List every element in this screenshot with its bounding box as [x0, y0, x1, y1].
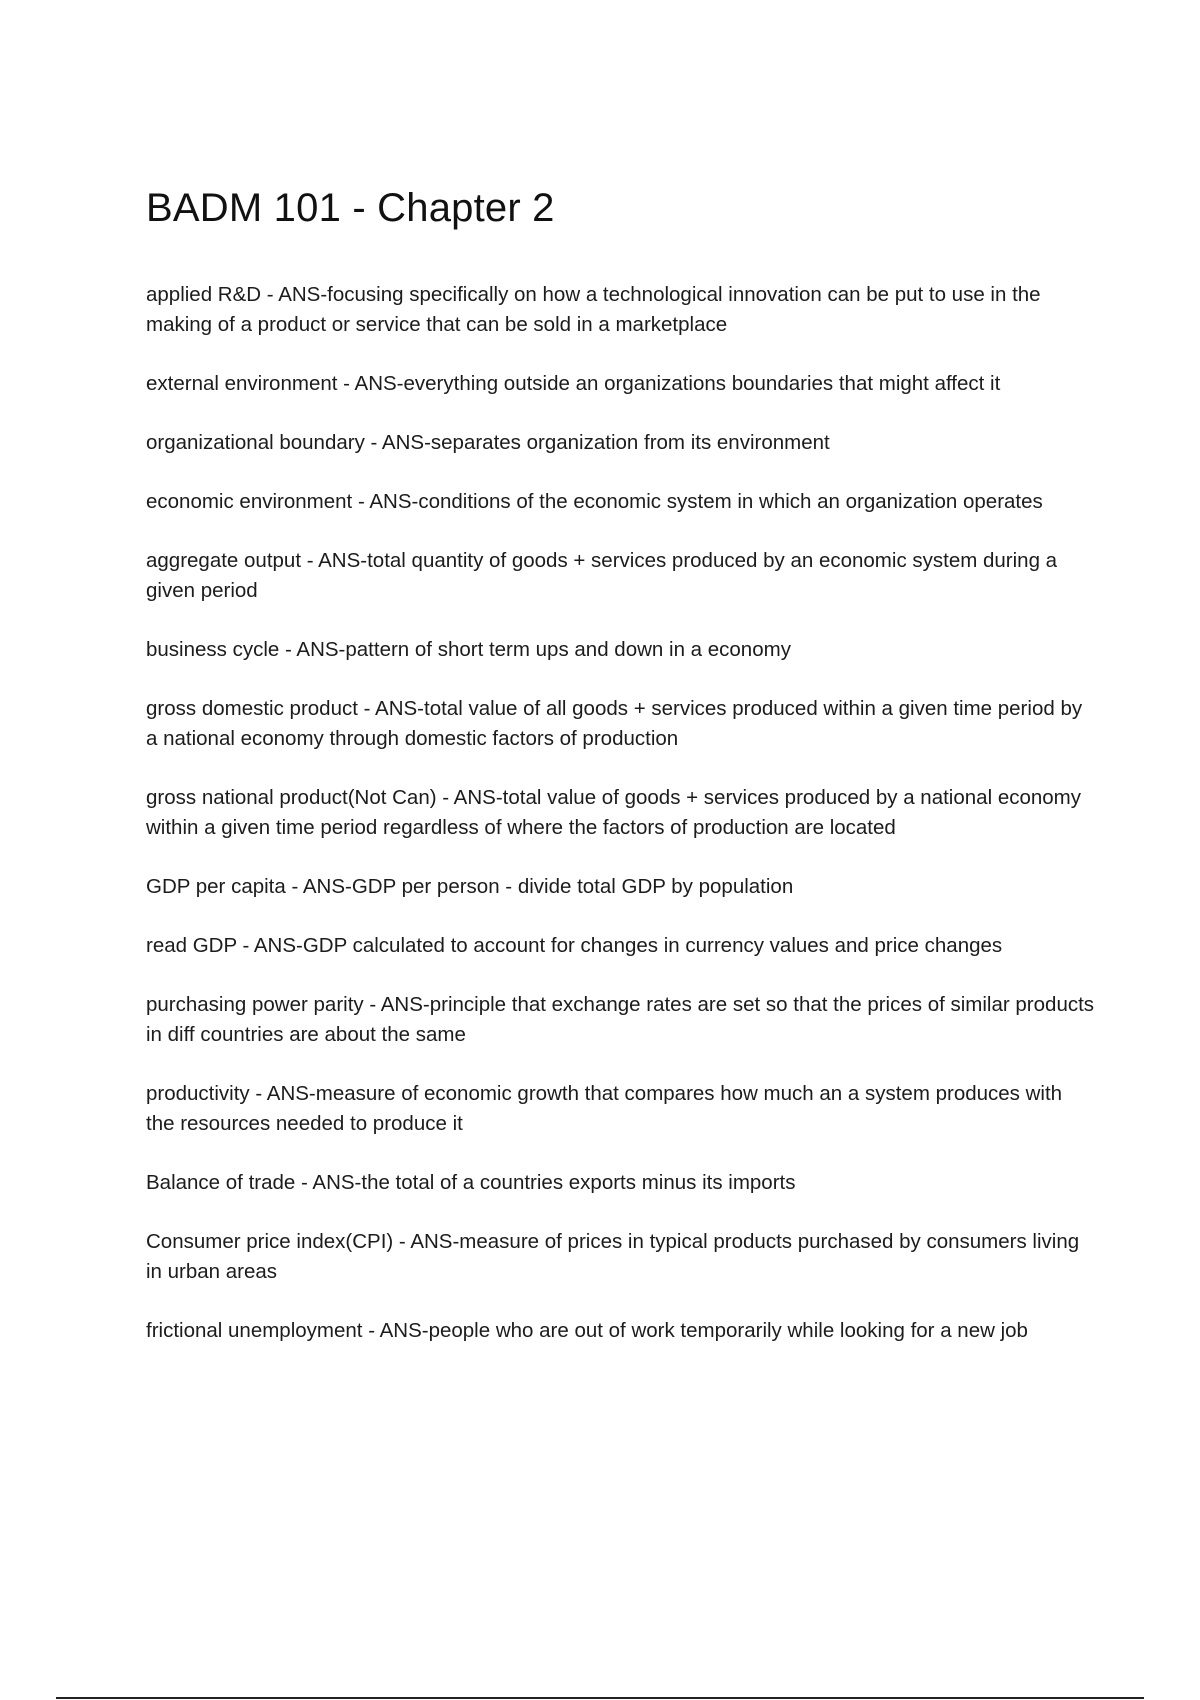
term-entry	[146, 487, 1096, 517]
term-name: external environment	[146, 372, 338, 395]
term-answer: ANS-GDP per person - divide total GDP by population	[302, 875, 794, 898]
page-title: BADM 101 - Chapter 2	[146, 186, 555, 230]
term-entry	[146, 694, 1096, 754]
term-name: read GDP	[146, 934, 237, 957]
term-name: aggregate output	[146, 549, 302, 572]
term-name: productivity	[146, 1082, 250, 1105]
term-name: frictional unemployment	[146, 1319, 363, 1342]
term-separator: -	[357, 697, 376, 720]
term-list	[146, 280, 1096, 1375]
term-entry	[146, 931, 1096, 961]
term-answer: ANS-GDP calculated to account for changes in currency values and price changes	[253, 934, 1003, 957]
term-entry	[146, 872, 1096, 902]
term-name: organizational boundary	[146, 431, 365, 454]
term-entry	[146, 1168, 1096, 1198]
term-answer: ANS-measure of prices in typical products purchased by consumers living in urban areas	[146, 1230, 1080, 1283]
term-separator: -	[249, 1082, 267, 1105]
page-bottom-rule	[56, 1697, 1144, 1699]
term-separator: -	[261, 283, 279, 306]
term-name: GDP per capita	[146, 875, 286, 898]
term-separator: -	[285, 875, 303, 898]
term-name: purchasing power parity	[146, 993, 364, 1016]
term-answer: ANS-everything outside an organizations boundaries that might affect it	[354, 372, 1001, 395]
term-entry	[146, 369, 1096, 399]
term-answer: ANS-people who are out of work temporarily while looking for a new job	[379, 1319, 1028, 1342]
term-separator: -	[236, 934, 254, 957]
term-answer: ANS-total quantity of goods + services produced by an economic system during a given period	[146, 549, 1058, 602]
term-answer: ANS-measure of economic growth that compares how much an a system produces with the resources needed to produce it	[146, 1082, 1063, 1135]
term-separator: -	[393, 1230, 411, 1253]
term-name: gross domestic product	[146, 697, 358, 720]
term-answer: ANS-focusing specifically on how a technological innovation can be put to use in the making of a product or service that can be sold in a marketplace	[146, 283, 1041, 336]
term-name: applied R&D	[146, 283, 262, 306]
term-entry	[146, 1079, 1096, 1139]
term-answer: ANS-the total of a countries exports minus its imports	[312, 1171, 796, 1194]
term-answer: ANS-principle that exchange rates are set so that the prices of similar products in diff countries are about the same	[146, 993, 1095, 1046]
term-name: Balance of trade	[146, 1171, 296, 1194]
term-separator: -	[301, 549, 319, 572]
term-separator: -	[337, 372, 355, 395]
term-name: business cycle	[146, 638, 280, 661]
term-answer: ANS-total value of goods + services produced by a national economy within a given time period regardless of where the factors of production are located	[146, 786, 1081, 839]
term-separator: -	[363, 993, 381, 1016]
term-name: Consumer price index(CPI)	[146, 1230, 394, 1253]
term-entry	[146, 1316, 1096, 1346]
term-entry	[146, 990, 1096, 1050]
term-separator: -	[352, 490, 370, 513]
term-entry	[146, 635, 1096, 665]
term-separator: -	[364, 431, 382, 454]
term-name: gross national product(Not Can)	[146, 786, 437, 809]
term-answer: ANS-total value of all goods + services produced within a given time period by a national economy through domestic factors of production	[146, 697, 1083, 750]
term-entry	[146, 783, 1096, 843]
term-entry	[146, 428, 1096, 458]
term-separator: -	[295, 1171, 313, 1194]
term-separator: -	[279, 638, 297, 661]
term-name: economic environment	[146, 490, 353, 513]
term-separator: -	[362, 1319, 380, 1342]
term-entry	[146, 546, 1096, 606]
term-answer: ANS-conditions of the economic system in which an organization operates	[369, 490, 1043, 513]
term-entry	[146, 1227, 1096, 1287]
term-answer: ANS-pattern of short term ups and down in a economy	[296, 638, 791, 661]
term-answer: ANS-separates organization from its environment	[381, 431, 830, 454]
term-separator: -	[436, 786, 454, 809]
term-entry	[146, 280, 1096, 340]
